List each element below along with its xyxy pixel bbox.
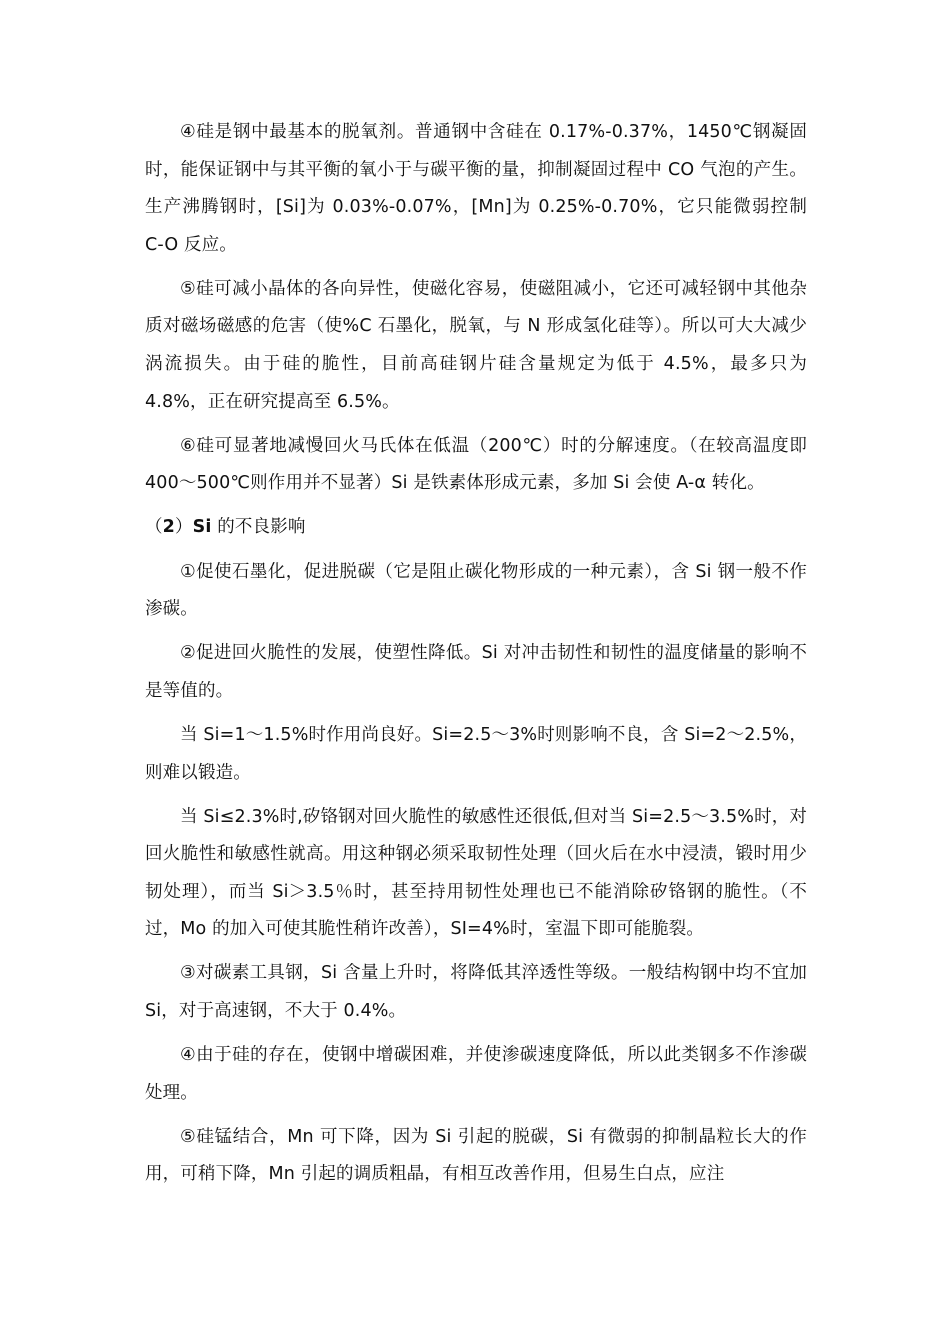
paragraph-magnetic: ⑤硅可减小晶体的各向异性，使磁化容易，使磁阻减小，它还可减轻钢中其他杂质对磁场磁感的危害（使%C 石墨化，脱氧，与 N 形成氢化硅等）。所以可大大减少涡流损失。由于硅的脆性，目前高硅钢片硅含量规定为低于 4.5%，最多只为 4.8%，正在研究提高至 6.5%。 (145, 278, 807, 412)
heading-title: 的不良影响 (211, 517, 306, 538)
paragraph-carbon-tool-steel: ③对碳素工具钢，Si 含量上升时，将降低其淬透性等级。一般结构钢中均不宜加 Si，对于高速钢，不大于 0.4%。 (145, 963, 807, 1022)
section-heading (145, 509, 807, 547)
paragraph-si-range: 当 Si=1～1.5%时作用尚良好。Si=2.5～3%时则影响不良，含 Si=2～2.5%，则难以锻造。 (145, 724, 807, 783)
paragraph-si-mn-combination: ⑤硅锰结合，Mn 可下降，因为 Si 引起的脱碳，Si 有微弱的抑制晶粒长大的作用，可稍下降，Mn 引起的调质粗晶，有相互改善作用，但易生白点，应注 (145, 1126, 807, 1185)
heading-number: 2 (162, 517, 175, 538)
heading-close: ） (174, 517, 193, 538)
heading-element: Si (192, 517, 212, 538)
paragraph-carburizing: ④由于硅的存在，使钢中增碳困难，并使渗碳速度降低，所以此类钢多不作渗碳处理。 (145, 1045, 807, 1103)
paragraph-graphitization: ①促使石墨化，促进脱碳（它是阻止碳化物形成的一种元素），含 Si 钢一般不作渗碳。 (145, 561, 807, 620)
paragraph-deoxidizer: ④硅是钢中最基本的脱氧剂。普通钢中含硅在 0.17%-0.37%，1450℃钢凝固时，能保证钢中与其平衡的氧小于与碳平衡的量，抑制凝固过程中 CO 气泡的产生。生产沸腾钢时，[Si]为 0.03%-0.07%，[Mn]为 0.25%-0.70%，它只能微弱控制 C-O 反应。 (145, 122, 807, 255)
heading-prefix: （ (145, 517, 163, 538)
document-page (145, 114, 807, 1201)
paragraph-temper-brittleness: ②促进回火脆性的发展，使塑性降低。Si 对冲击韧性和韧性的温度储量的影响不是等值的。 (145, 643, 807, 701)
paragraph-si-chromium-steel: 当 Si≤2.3%时,矽铬钢对回火脆性的敏感性还很低,但对当 Si=2.5～3.5%时，对回火脆性和敏感性就高。用这种钢必须采取韧性处理（回火后在水中浸渍，锻时用少韧处理），而当 Si＞3.5％时，甚至持用韧性处理也已不能消除矽铬钢的脆性。（不过，Mo 的加入可使其脆性稍许改善），SI=4%时，室温下即可能脆裂。 (145, 806, 808, 940)
paragraph-tempered-martensite: ⑥硅可显著地减慢回火马氏体在低温（200℃）时的分解速度。（在较高温度即 400～500℃则作用并不显著）Si 是铁素体形成元素，多加 Si 会使 A-α 转化。 (145, 435, 807, 494)
